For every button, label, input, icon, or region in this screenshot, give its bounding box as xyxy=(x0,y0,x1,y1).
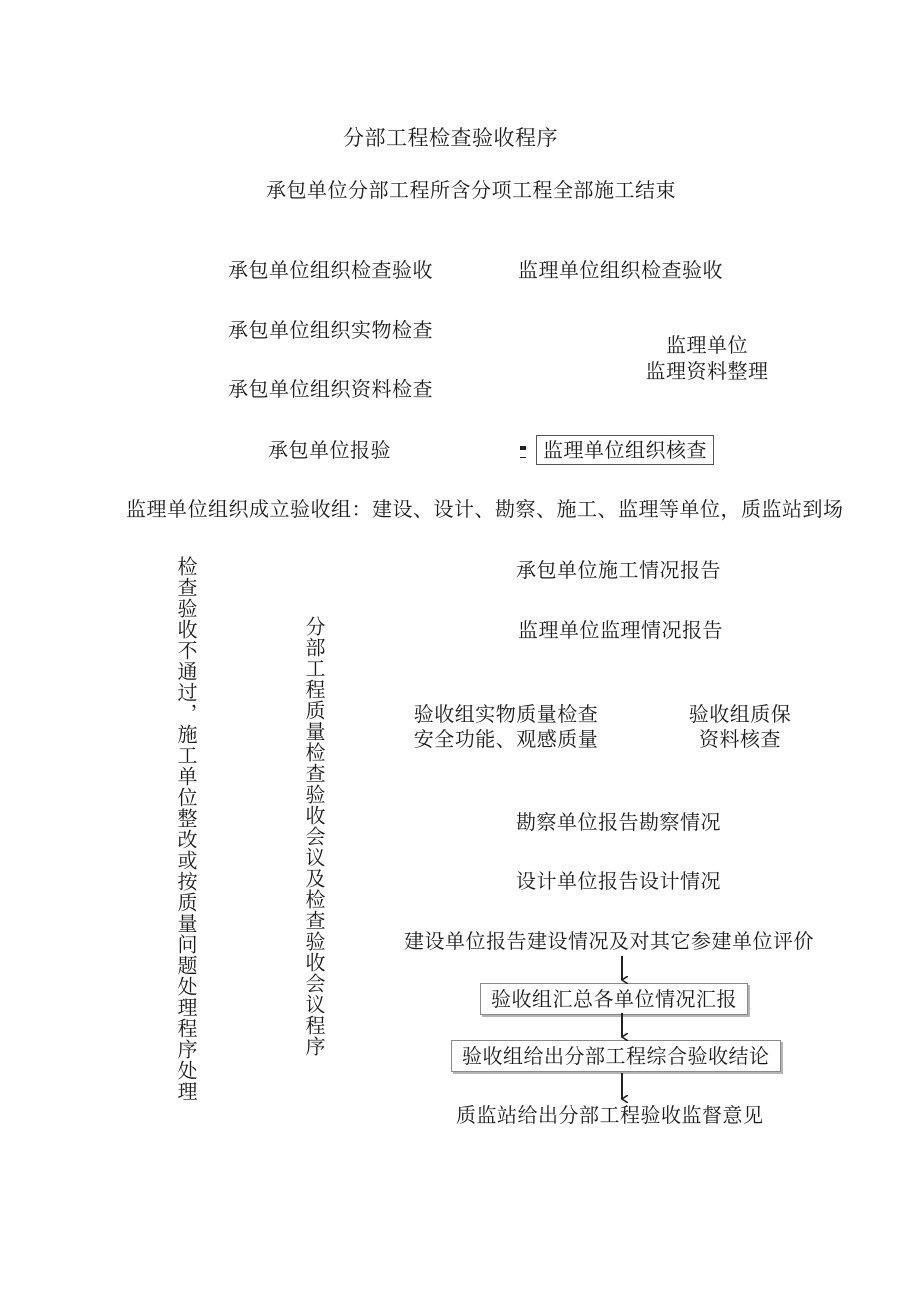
supervisor-supervision-report: 监理单位监理情况报告 xyxy=(518,618,723,642)
side-note-fail: 检查验收不通过，施工单位整改或按质量问题处理程序处理 xyxy=(174,556,198,1102)
supervisor-review-box: 监理单位组织核查 xyxy=(536,435,714,465)
docs-check-line2: 资料核查 xyxy=(699,727,781,751)
contractor-documents: 承包单位组织资料检查 xyxy=(228,377,433,401)
summary-box: 验收组汇总各单位情况汇报 xyxy=(480,983,748,1015)
final-opinion: 质监站给出分部工程验收监督意见 xyxy=(456,1103,764,1127)
team-formation: 监理单位组织成立验收组：建设、设计、勘察、施工、监理等单位，质监站到场 xyxy=(126,497,844,521)
side-note-meeting: 分部工程质量检查验收会议及检查验收会议程序 xyxy=(302,616,326,1057)
supervisor-unit: 监理单位 xyxy=(666,333,748,357)
contractor-report: 承包单位报验 xyxy=(268,438,391,462)
docs-check-line1: 验收组质保 xyxy=(688,702,792,726)
survey-report: 勘察单位报告勘察情况 xyxy=(516,810,721,834)
supervisor-docs: 监理资料整理 xyxy=(645,359,769,383)
design-report: 设计单位报告设计情况 xyxy=(516,869,721,893)
owner-report: 建设单位报告建设情况及对其它参建单位评价 xyxy=(404,929,814,953)
supervisor-organize: 监理单位组织检查验收 xyxy=(518,258,723,282)
physical-check-line1: 验收组实物质量检查 xyxy=(413,702,599,726)
contractor-construction-report: 承包单位施工情况报告 xyxy=(516,558,721,582)
contractor-organize: 承包单位组织检查验收 xyxy=(228,258,433,282)
physical-check-line2: 安全功能、观感质量 xyxy=(413,727,599,751)
start-node: 承包单位分部工程所含分项工程全部施工结束 xyxy=(266,178,676,202)
page-title: 分部工程检查验收程序 xyxy=(343,126,558,150)
conclusion-box: 验收组给出分部工程综合验收结论 xyxy=(451,1040,781,1072)
contractor-physical: 承包单位组织实物检查 xyxy=(228,318,433,342)
